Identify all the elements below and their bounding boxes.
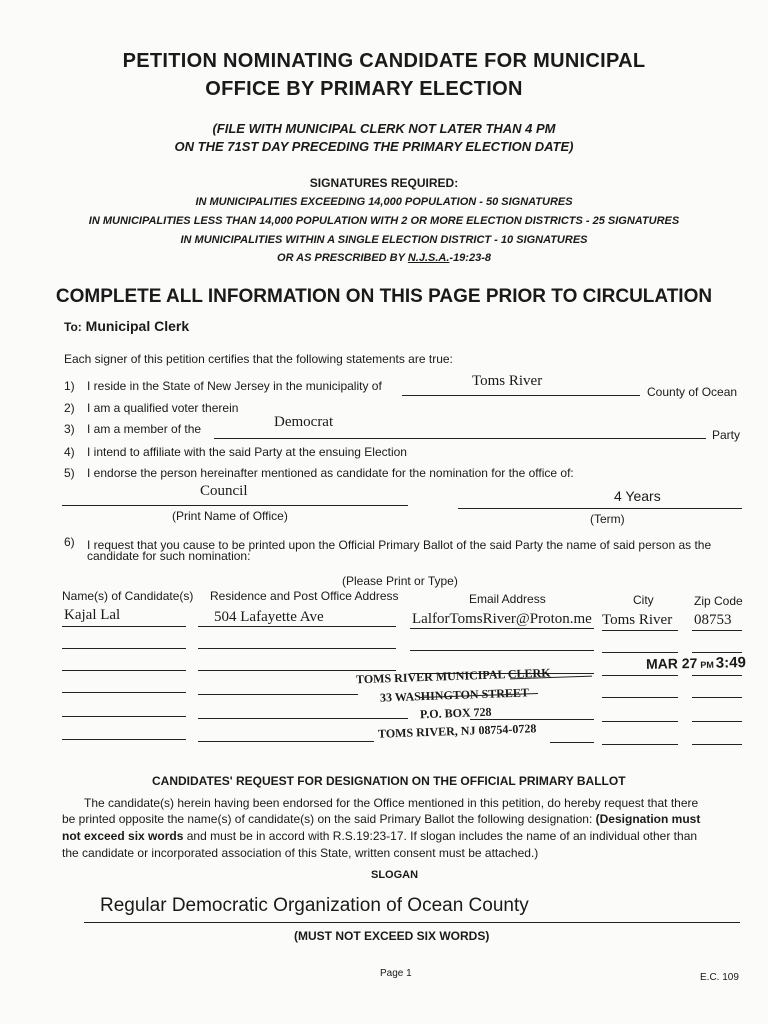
row1-city-line — [602, 630, 678, 631]
row6-email-line — [550, 742, 594, 743]
row2-name-line — [62, 648, 186, 649]
filing-line-1: (FILE WITH MUNICIPAL CLERK NOT LATER THAN 4 PM — [212, 121, 556, 136]
njsa-reference: N.J.S.A. — [407, 252, 450, 264]
party-line — [214, 438, 706, 439]
designation-p4: the candidate or incorporated association of this State, written consent must be attached.) — [62, 846, 539, 860]
stmt4-text: I intend to affiliate with the said Party at the ensuing Election — [87, 445, 407, 459]
candidate-address[interactable]: 504 Lafayette Ave — [214, 609, 324, 625]
sig-line-3: IN MUNICIPALITIES WITHIN A SINGLE ELECTION DISTRICT - 10 SIGNATURES — [180, 234, 588, 246]
row6-zip-line — [692, 744, 742, 745]
row5-name-line — [62, 716, 186, 717]
filing-line-2: ON THE 71ST DAY PRECEDING THE PRIMARY ELECTION DATE) — [174, 139, 574, 154]
sig-line-2: IN MUNICIPALITIES LESS THAN 14,000 POPULATION WITH 2 OR MORE ELECTION DISTRICTS - 25 SIGNATURES — [88, 215, 680, 227]
sig-line-4: OR AS PRESCRIBED BY N.J.S.A.-19:23-8 — [277, 252, 491, 264]
designation-p1: The candidate(s) herein having been endorsed for the Office mentioned in this petition, do hereby request that there — [84, 796, 699, 810]
stmt6-line-1: I request that you cause to be printed upon the Official Primary Ballot of the said Party the name of said person as the — [87, 538, 712, 552]
to-line: To: Municipal Clerk — [64, 318, 190, 334]
row2-email-line — [410, 650, 594, 651]
col-header-names: Name(s) of Candidate(s) — [62, 589, 194, 603]
row3-zip-line — [692, 675, 742, 676]
stmt2-text: I am a qualified voter therein — [87, 401, 239, 415]
row6-city-line — [602, 744, 678, 745]
stmt3-text: I am a member of the — [87, 422, 202, 436]
slogan-value[interactable]: Regular Democratic Organization of Ocean County — [100, 895, 529, 916]
row6-address-line — [198, 741, 374, 742]
designation-p3: not exceed six words and must be in accord with R.S.19:23-17. If slogan includes the name of an individual other than — [62, 829, 698, 843]
term-line — [458, 508, 742, 509]
row4-city-line — [602, 697, 678, 698]
candidate-name[interactable]: Kajal Lal — [64, 607, 121, 623]
certify-text: Each signer of this petition certifies that the following statements are true: — [64, 352, 453, 366]
col-header-zip: Zip Code — [694, 594, 743, 608]
clerk-stamp-line-4: TOMS RIVER, NJ 08754-0728 — [377, 721, 537, 741]
to-value: Municipal Clerk — [85, 318, 190, 334]
row1-email-line — [410, 628, 594, 629]
col-header-city: City — [633, 593, 654, 607]
candidate-zip[interactable]: 08753 — [694, 612, 732, 628]
term-label: (Term) — [590, 512, 625, 526]
stmt1-number: 1) — [64, 379, 75, 393]
row5-address-line — [198, 718, 408, 719]
candidate-email[interactable]: LalforTomsRiver@Proton.me — [412, 611, 592, 627]
office-line — [62, 505, 408, 506]
form-code: E.C. 109 — [700, 972, 739, 983]
office-value[interactable]: Council — [200, 483, 248, 499]
row5-city-line — [602, 721, 678, 722]
print-note: (Please Print or Type) — [342, 574, 458, 588]
stmt2-number: 2) — [64, 401, 75, 415]
row5-zip-line — [692, 721, 742, 722]
sig-line-1: IN MUNICIPALITIES EXCEEDING 14,000 POPULATION - 50 SIGNATURES — [195, 196, 573, 208]
stmt1-text: I reside in the State of New Jersey in the municipality of — [87, 379, 382, 393]
stmt3-suffix: Party — [712, 428, 741, 442]
clerk-stamp-line-1: TOMS RIVER MUNICIPAL CLERK — [355, 665, 551, 687]
col-header-email: Email Address — [469, 592, 546, 606]
designation-heading: CANDIDATES' REQUEST FOR DESIGNATION ON THE OFFICIAL PRIMARY BALLOT — [152, 774, 626, 788]
row1-name-line — [62, 626, 186, 627]
stmt4-number: 4) — [64, 445, 75, 459]
page-number: Page 1 — [380, 968, 412, 979]
party-value[interactable]: Democrat — [274, 414, 334, 430]
clerk-stamp-date: MAR 27 PM 3:49 — [645, 654, 747, 672]
complete-info-heading: COMPLETE ALL INFORMATION ON THIS PAGE PRIOR TO CIRCULATION — [55, 286, 713, 307]
row2-city-line — [602, 652, 678, 653]
row3-name-line — [62, 670, 186, 671]
slogan-label: SLOGAN — [371, 869, 419, 881]
row1-address-line — [198, 626, 396, 627]
municipality-value[interactable]: Toms River — [472, 373, 543, 389]
row2-zip-line — [692, 652, 742, 653]
row3-address-line — [198, 670, 396, 671]
stmt6-number: 6) — [64, 535, 75, 549]
signatures-heading: SIGNATURES REQUIRED: — [309, 176, 459, 190]
row4-address-line — [198, 694, 358, 695]
municipality-line — [402, 395, 640, 396]
col-header-residence: Residence and Post Office Address — [210, 589, 399, 603]
stmt5-number: 5) — [64, 466, 75, 480]
office-label: (Print Name of Office) — [172, 509, 288, 523]
title-line-1: PETITION NOMINATING CANDIDATE FOR MUNICIPAL — [122, 50, 646, 72]
slogan-note: (MUST NOT EXCEED SIX WORDS) — [294, 929, 490, 943]
clerk-stamp-line-3: P.O. BOX 728 — [419, 704, 492, 722]
designation-p2: be printed opposite the name(s) of candidate(s) on the said Primary Ballot the following designation: (Designation must — [62, 812, 701, 826]
stmt6-line-2: candidate for such nomination: — [87, 549, 251, 563]
title-line-2: OFFICE BY PRIMARY ELECTION — [205, 78, 523, 100]
term-value[interactable]: 4 Years — [614, 488, 661, 504]
slogan-line — [84, 922, 740, 923]
row4-name-line — [62, 692, 186, 693]
stmt1-suffix: County of Ocean — [647, 385, 738, 399]
row2-address-line — [198, 648, 396, 649]
stmt5-text: I endorse the person hereinafter mentioned as candidate for the nomination for the office of: — [87, 466, 574, 480]
row3-city-line — [602, 675, 678, 676]
row6-name-line — [62, 739, 186, 740]
candidate-city[interactable]: Toms River — [602, 612, 673, 628]
row4-zip-line — [692, 697, 742, 698]
row1-zip-line — [692, 630, 742, 631]
clerk-stamp-line-2: 33 WASHINGTON STREET — [379, 685, 530, 705]
stmt3-number: 3) — [64, 422, 75, 436]
